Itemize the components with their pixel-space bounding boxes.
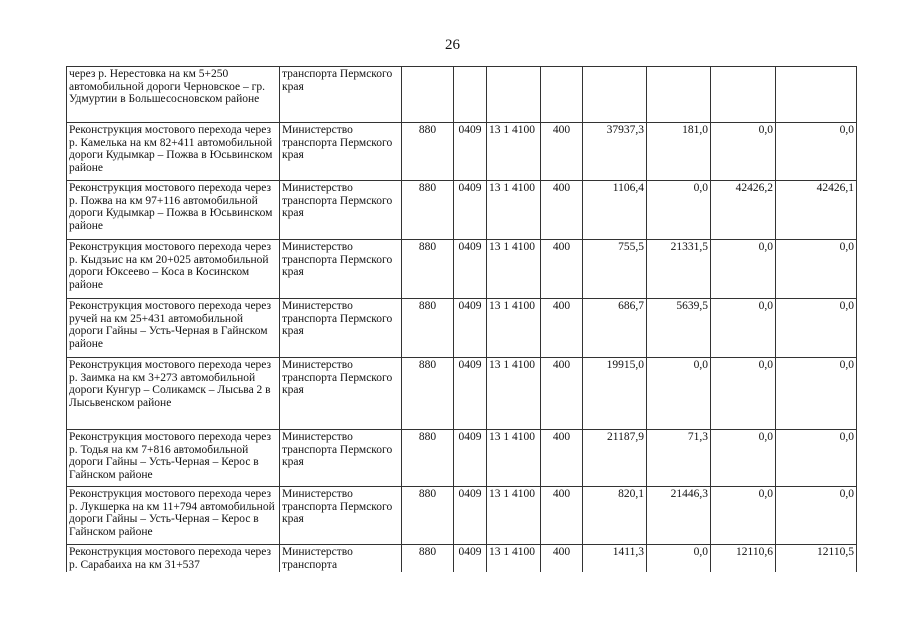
cell-expense-type: 400: [541, 545, 583, 573]
cell-project-name: Реконструкция мостового перехода через р. Пожва на км 97+116 автомобильной дороги Кудымкар – Пожва в Юсьвинском районе: [67, 181, 280, 240]
table-row: [67, 240, 857, 299]
cell-section-code: 0409: [454, 430, 487, 487]
cell-target-article: 13 1 4100: [487, 123, 541, 181]
table-row: [67, 299, 857, 358]
cell-amount-1: 686,7: [583, 299, 647, 358]
cell-section-code: 0409: [454, 181, 487, 240]
cell-project-name: Реконструкция мостового перехода через р. Лукшерка на км 11+794 автомобильной дороги Гайны – Усть-Черная – Керос в Гайнском районе: [67, 487, 280, 545]
cell-amount-1: 1411,3: [583, 545, 647, 573]
cell-administrator: Министерство транспорта Пермского края: [280, 299, 402, 358]
cell-amount-2: 0,0: [647, 358, 711, 430]
cell-section-code: 0409: [454, 123, 487, 181]
cell-section-code: [454, 67, 487, 123]
cell-expense-type: 400: [541, 430, 583, 487]
cell-amount-4: 0,0: [776, 240, 857, 299]
cell-amount-2: 0,0: [647, 181, 711, 240]
budget-table: [66, 66, 857, 572]
cell-administrator: Министерство транспорта Пермского края: [280, 123, 402, 181]
cell-target-article: 13 1 4100: [487, 358, 541, 430]
cell-amount-3: 12110,6: [711, 545, 776, 573]
cell-project-name: Реконструкция мостового перехода через р. Тодья на км 7+816 автомобильной дороги Гайны – Усть-Черная – Керос в Гайнском районе: [67, 430, 280, 487]
cell-admin-code: 880: [402, 240, 454, 299]
cell-section-code: 0409: [454, 299, 487, 358]
cell-expense-type: 400: [541, 123, 583, 181]
cell-amount-2: [647, 67, 711, 123]
table-row: [67, 123, 857, 181]
cell-amount-1: 820,1: [583, 487, 647, 545]
cell-amount-4: 0,0: [776, 358, 857, 430]
cell-admin-code: 880: [402, 430, 454, 487]
cell-admin-code: 880: [402, 487, 454, 545]
cell-admin-code: 880: [402, 299, 454, 358]
cell-admin-code: 880: [402, 358, 454, 430]
cell-administrator: Министерство транспорта Пермского края: [280, 487, 402, 545]
cell-admin-code: 880: [402, 181, 454, 240]
cell-expense-type: 400: [541, 358, 583, 430]
cell-expense-type: 400: [541, 181, 583, 240]
cell-administrator: Министерство транспорта Пермского края: [280, 240, 402, 299]
cell-expense-type: 400: [541, 487, 583, 545]
cell-amount-1: [583, 67, 647, 123]
cell-administrator: Министерство транспорта Пермского края: [280, 430, 402, 487]
cell-target-article: 13 1 4100: [487, 430, 541, 487]
cell-amount-4: 0,0: [776, 487, 857, 545]
table-row: [67, 181, 857, 240]
page-number: 26: [445, 37, 460, 53]
cell-amount-4: 12110,5: [776, 545, 857, 573]
cell-target-article: 13 1 4100: [487, 181, 541, 240]
cell-project-name: через р. Нерестовка на км 5+250 автомобильной дороги Черновское – гр. Удмуртии в Большесосновском районе: [67, 67, 280, 123]
cell-section-code: 0409: [454, 358, 487, 430]
cell-amount-3: 0,0: [711, 299, 776, 358]
cell-section-code: 0409: [454, 487, 487, 545]
cell-section-code: 0409: [454, 545, 487, 573]
cell-project-name: Реконструкция мостового перехода через р. Кыдзьис на км 20+025 автомобильной дороги Юксеево – Коса в Косинском районе: [67, 240, 280, 299]
cell-amount-1: 21187,9: [583, 430, 647, 487]
cell-administrator: Министерство транспорта Пермского края: [280, 181, 402, 240]
cell-amount-1: 37937,3: [583, 123, 647, 181]
cell-administrator: транспорта Пермского края: [280, 67, 402, 123]
cell-project-name: Реконструкция мостового перехода через р. Сарабаиха на км 31+537: [67, 545, 280, 573]
cell-amount-3: 0,0: [711, 240, 776, 299]
cell-target-article: 13 1 4100: [487, 240, 541, 299]
cell-amount-4: 0,0: [776, 123, 857, 181]
cell-amount-1: 1106,4: [583, 181, 647, 240]
cell-amount-3: 42426,2: [711, 181, 776, 240]
cell-administrator: Министерство транспорта Пермского края: [280, 358, 402, 430]
cell-amount-3: 0,0: [711, 487, 776, 545]
cell-expense-type: 400: [541, 240, 583, 299]
cell-amount-2: 181,0: [647, 123, 711, 181]
cell-amount-1: 19915,0: [583, 358, 647, 430]
cell-amount-2: 21446,3: [647, 487, 711, 545]
cell-amount-4: [776, 67, 857, 123]
cell-administrator: Министерство транспорта: [280, 545, 402, 573]
table-row: [67, 67, 857, 123]
cell-amount-3: 0,0: [711, 123, 776, 181]
cell-admin-code: 880: [402, 545, 454, 573]
cell-expense-type: [541, 67, 583, 123]
table-row: [67, 545, 857, 573]
table-row: [67, 430, 857, 487]
cell-admin-code: [402, 67, 454, 123]
cell-amount-3: 0,0: [711, 358, 776, 430]
table-row: [67, 358, 857, 430]
cell-amount-1: 755,5: [583, 240, 647, 299]
cell-amount-3: 0,0: [711, 430, 776, 487]
cell-project-name: Реконструкция мостового перехода через р. Заимка на км 3+273 автомобильной дороги Кунгур – Соликамск – Лысьва 2 в Лысьвенском районе: [67, 358, 280, 430]
cell-project-name: Реконструкция мостового перехода через ручей на км 25+431 автомобильной дороги Гайны – Усть-Черная в Гайнском районе: [67, 299, 280, 358]
cell-amount-4: 42426,1: [776, 181, 857, 240]
cell-project-name: Реконструкция мостового перехода через р. Камелька на км 82+411 автомобильной дороги Кудымкар – Пожва в Юсьвинском районе: [67, 123, 280, 181]
cell-amount-3: [711, 67, 776, 123]
cell-amount-2: 21331,5: [647, 240, 711, 299]
cell-amount-2: 0,0: [647, 545, 711, 573]
cell-target-article: 13 1 4100: [487, 299, 541, 358]
cell-admin-code: 880: [402, 123, 454, 181]
cell-expense-type: 400: [541, 299, 583, 358]
cell-amount-4: 0,0: [776, 430, 857, 487]
cell-section-code: 0409: [454, 240, 487, 299]
cell-amount-4: 0,0: [776, 299, 857, 358]
cell-amount-2: 71,3: [647, 430, 711, 487]
cell-amount-2: 5639,5: [647, 299, 711, 358]
cell-target-article: 13 1 4100: [487, 545, 541, 573]
table-body: [67, 67, 857, 573]
cell-target-article: [487, 67, 541, 123]
table-row: [67, 487, 857, 545]
cell-target-article: 13 1 4100: [487, 487, 541, 545]
